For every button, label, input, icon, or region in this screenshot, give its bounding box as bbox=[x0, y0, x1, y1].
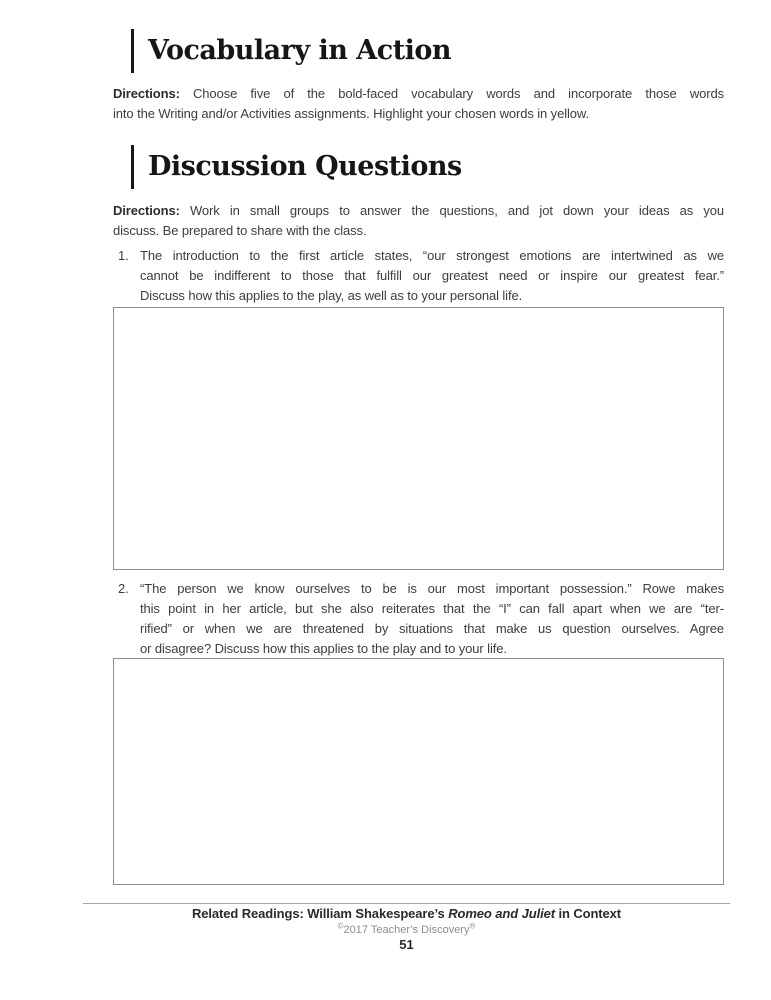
related-readings-suffix: in Context bbox=[554, 906, 622, 921]
directions-line: into the Writing and/or Activities assignments. Highlight your chosen words in yellow. bbox=[113, 106, 590, 121]
vocabulary-directions bbox=[113, 84, 724, 124]
directions-line: discuss. Be prepared to share with the class. bbox=[113, 223, 367, 238]
related-readings-footer bbox=[83, 906, 730, 921]
question-1-text bbox=[140, 246, 724, 306]
answer-box-1[interactable] bbox=[113, 307, 724, 570]
directions-line bbox=[113, 84, 724, 104]
question-line: this point in her article, but she also reiterates that the “I” can fall apart when we are “ter- bbox=[140, 601, 724, 616]
discussion-heading bbox=[131, 145, 462, 189]
question-line: Discuss how this applies to the play, as well as to your personal life. bbox=[140, 288, 523, 303]
discussion-directions bbox=[113, 201, 724, 241]
page-number: 51 bbox=[399, 937, 414, 952]
directions-text: Work in small groups to answer the questions, and jot down your ideas as you bbox=[189, 203, 724, 218]
question-2-number: 2. bbox=[118, 581, 129, 596]
copyright-line bbox=[83, 921, 730, 936]
copyright-icon: © bbox=[337, 921, 344, 931]
related-readings-prefix: Related Readings: William Shakespeare’s bbox=[191, 906, 449, 921]
directions-label: Directions: bbox=[113, 86, 180, 101]
question-2 bbox=[118, 579, 724, 659]
discussion-title: Discussion Questions bbox=[148, 151, 462, 182]
registered-trademark-icon: ® bbox=[469, 921, 476, 931]
answer-box-2[interactable] bbox=[113, 658, 724, 885]
directions-label: Directions: bbox=[113, 203, 180, 218]
question-line: or disagree? Discuss how this applies to the play and to your life. bbox=[140, 641, 507, 656]
directions-line bbox=[113, 201, 724, 221]
question-line: cannot be indifferent to those that fulfill our greatest need or inspire our greatest fear.” bbox=[140, 268, 724, 283]
book-title: Romeo and Juliet bbox=[448, 906, 555, 921]
vocabulary-heading bbox=[131, 29, 451, 73]
vocabulary-title: Vocabulary in Action bbox=[148, 35, 452, 66]
question-line: The introduction to the first article states, “our strongest emotions are intertwined as we bbox=[140, 248, 724, 263]
question-2-text bbox=[140, 579, 724, 659]
question-1 bbox=[118, 246, 724, 306]
question-line: rified” or when we are threatened by situations that make us question ourselves. Agree bbox=[140, 621, 724, 636]
directions-text: Choose five of the bold-faced vocabulary words and incorporate those words bbox=[193, 86, 724, 101]
copyright-text: 2017 Teacher’s Discovery bbox=[343, 924, 470, 936]
question-line: “The person we know ourselves to be is our most important possession.” Rowe makes bbox=[140, 581, 724, 596]
footer-divider bbox=[83, 903, 730, 904]
question-1-number: 1. bbox=[118, 248, 129, 263]
